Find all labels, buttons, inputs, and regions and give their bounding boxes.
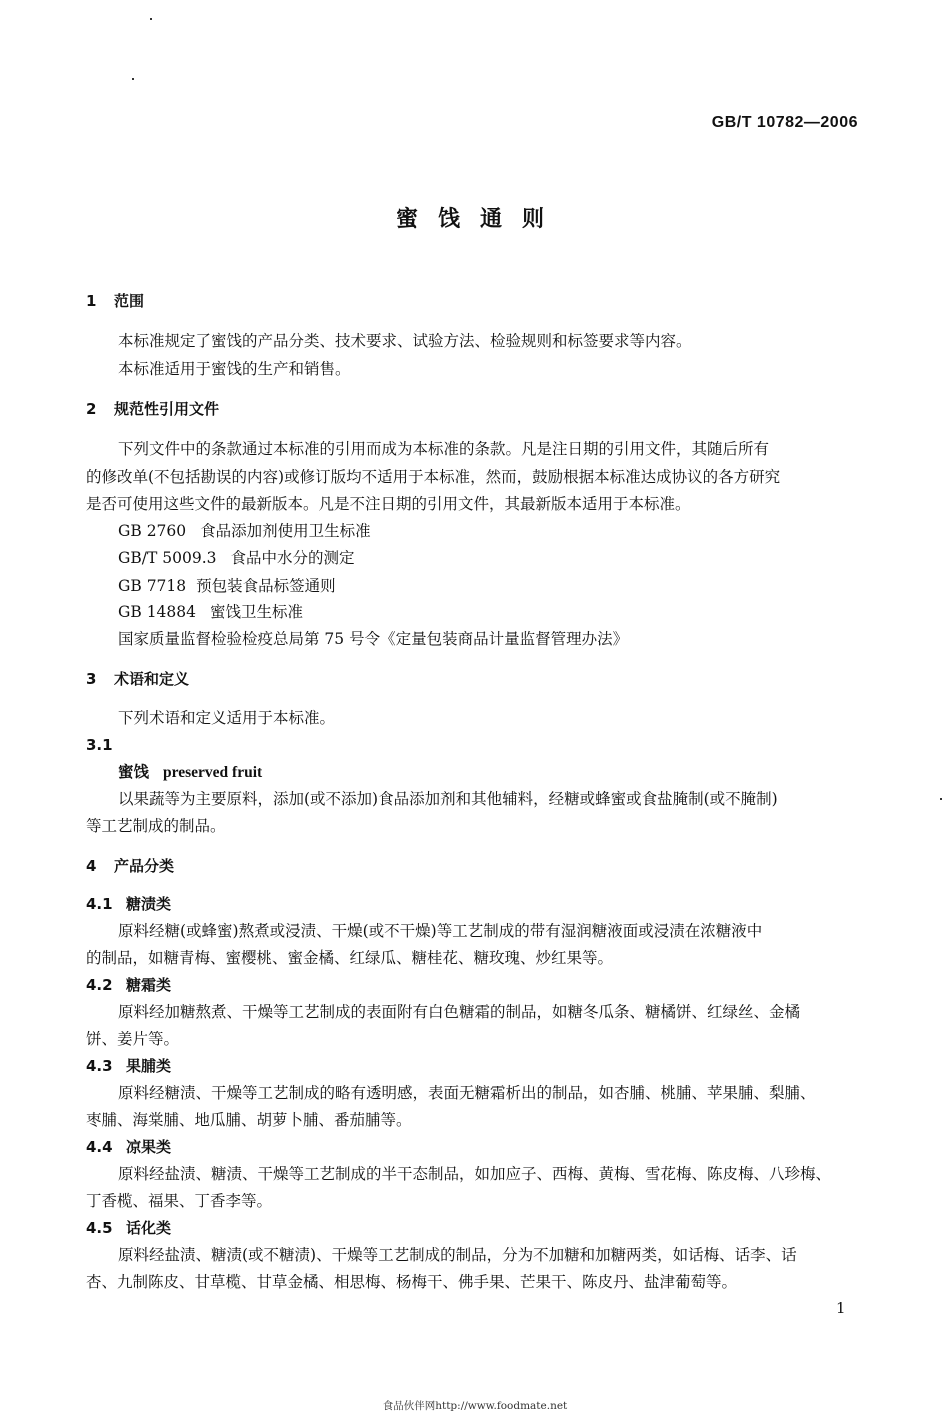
subsection-title: 糖霜类 [126, 976, 172, 994]
reference-code: GB 14884 [118, 603, 197, 621]
reference-code: GB 2760 [118, 522, 187, 540]
paragraph-line: 原料经加糖熬煮、干燥等工艺制成的表面附有白色糖霜的制品，如糖冬瓜条、糖橘饼、红绿丝、金橘 [118, 1003, 801, 1021]
paragraph-line: 原料经糖渍、干燥等工艺制成的略有透明感，表面无糖霜析出的制品，如杏脯、桃脯、苹果脯、梨脯、 [118, 1084, 816, 1102]
subsection-number: 4.5 [86, 1219, 113, 1237]
section-1-heading [86, 291, 144, 311]
paragraph-line: 下列文件中的条款通过本标准的引用而成为本标准的条款。凡是注日期的引用文件，其随后所有 [118, 440, 770, 458]
standard-number: GB/T 10782—2006 [711, 114, 858, 131]
definition-line: 等工艺制成的制品。 [86, 817, 226, 835]
term-english: preserved fruit [163, 764, 263, 781]
paragraph: 本标准规定了蜜饯的产品分类、技术要求、试验方法、检验规则和标签要求等内容。 [118, 332, 692, 350]
paragraph-line: 原料经糖(或蜂蜜)熬煮或浸渍、干燥(或不干燥)等工艺制成的带有湿润糖液面或浸渍在浓糖液中 [118, 922, 763, 940]
paragraph-line: 枣脯、海棠脯、地瓜脯、胡萝卜脯、番茄脯等。 [86, 1111, 412, 1129]
scan-speck [150, 18, 152, 20]
section-2-heading [86, 399, 219, 419]
subsection-number: 4.4 [86, 1138, 113, 1156]
paragraph-line: 杏、九制陈皮、甘草榄、甘草金橘、相思梅、杨梅干、佛手果、芒果干、陈皮丹、盐津葡萄等。 [86, 1273, 738, 1291]
paragraph-line: 饼、姜片等。 [86, 1030, 180, 1048]
reference-code: GB/T 5009.3 [118, 549, 217, 567]
paragraph-line: 是否可使用这些文件的最新版本。凡是不注日期的引用文件，其最新版本适用于本标准。 [86, 495, 691, 513]
section-number: 2 [86, 400, 97, 418]
subsection-heading [86, 1137, 171, 1157]
definition-line: 以果蔬等为主要原料，添加(或不添加)食品添加剂和其他辅料，经糖或蜂蜜或食盐腌制(或不腌制) [118, 790, 778, 808]
paragraph: 下列术语和定义适用于本标准。 [118, 709, 336, 727]
reference-item: 国家质量监督检验检疫总局第 75 号令《定量包装商品计量监督管理办法》 [118, 630, 629, 648]
subsection-number: 3.1 [86, 736, 113, 754]
scan-speck [132, 78, 134, 80]
section-number: 1 [86, 292, 97, 310]
paragraph-line: 原料经盐渍、糖渍、干燥等工艺制成的半干态制品，如加应子、西梅、黄梅、雪花梅、陈皮梅、八珍梅、 [118, 1165, 832, 1183]
subsection-number: 4.2 [86, 976, 113, 994]
paragraph-line: 的修改单(不包括勘误的内容)或修订版均不适用于本标准，然而，鼓励根据本标准达成协议的各方研究 [86, 468, 781, 486]
paragraph: 本标准适用于蜜饯的生产和销售。 [118, 360, 351, 378]
subsection-heading [86, 975, 171, 995]
subsection-title: 话化类 [126, 1219, 172, 1237]
page-number: 1 [836, 1299, 846, 1317]
document-title: 蜜饯通则 [395, 207, 564, 232]
subsection-title: 果脯类 [126, 1057, 172, 1075]
reference-item [118, 576, 336, 596]
subsection-heading [86, 894, 171, 914]
section-number: 3 [86, 670, 97, 688]
reference-name: 食品中水分的测定 [230, 549, 355, 567]
paragraph-line: 原料经盐渍、糖渍(或不糖渍)、干燥等工艺制成的制品，分为不加糖和加糖两类，如话梅、话李、话 [118, 1246, 797, 1264]
section-title: 术语和定义 [114, 670, 190, 688]
reference-item [118, 548, 355, 568]
reference-name: 蜜饯卫生标准 [210, 603, 304, 621]
section-title: 范围 [114, 292, 145, 310]
subsection-heading [86, 1056, 171, 1076]
footer-watermark: 食品伙伴网http://www.foodmate.net [382, 1400, 568, 1412]
reference-item [118, 521, 371, 541]
paragraph-line: 的制品，如糖青梅、蜜樱桃、蜜金橘、红绿瓜、糖桂花、糖玫瑰、炒红果等。 [86, 949, 614, 967]
term-chinese: 蜜饯 [118, 763, 150, 781]
reference-code: GB 7718 [118, 577, 187, 595]
subsection-title: 糖渍类 [126, 895, 172, 913]
subsection-number: 4.3 [86, 1057, 113, 1075]
subsection-number: 4.1 [86, 895, 113, 913]
subsection-heading [86, 1218, 171, 1238]
term-entry [118, 762, 262, 783]
section-3-heading [86, 669, 189, 689]
section-title: 产品分类 [114, 857, 175, 875]
reference-item [118, 602, 303, 622]
section-title: 规范性引用文件 [114, 400, 220, 418]
section-number: 4 [86, 857, 97, 875]
scan-speck [940, 798, 942, 800]
section-4-heading [86, 856, 174, 876]
paragraph-line: 丁香榄、福果、丁香李等。 [86, 1192, 273, 1210]
reference-name: 食品添加剂使用卫生标准 [200, 522, 371, 540]
subsection-title: 凉果类 [126, 1138, 172, 1156]
reference-name: 预包装食品标签通则 [196, 577, 336, 595]
